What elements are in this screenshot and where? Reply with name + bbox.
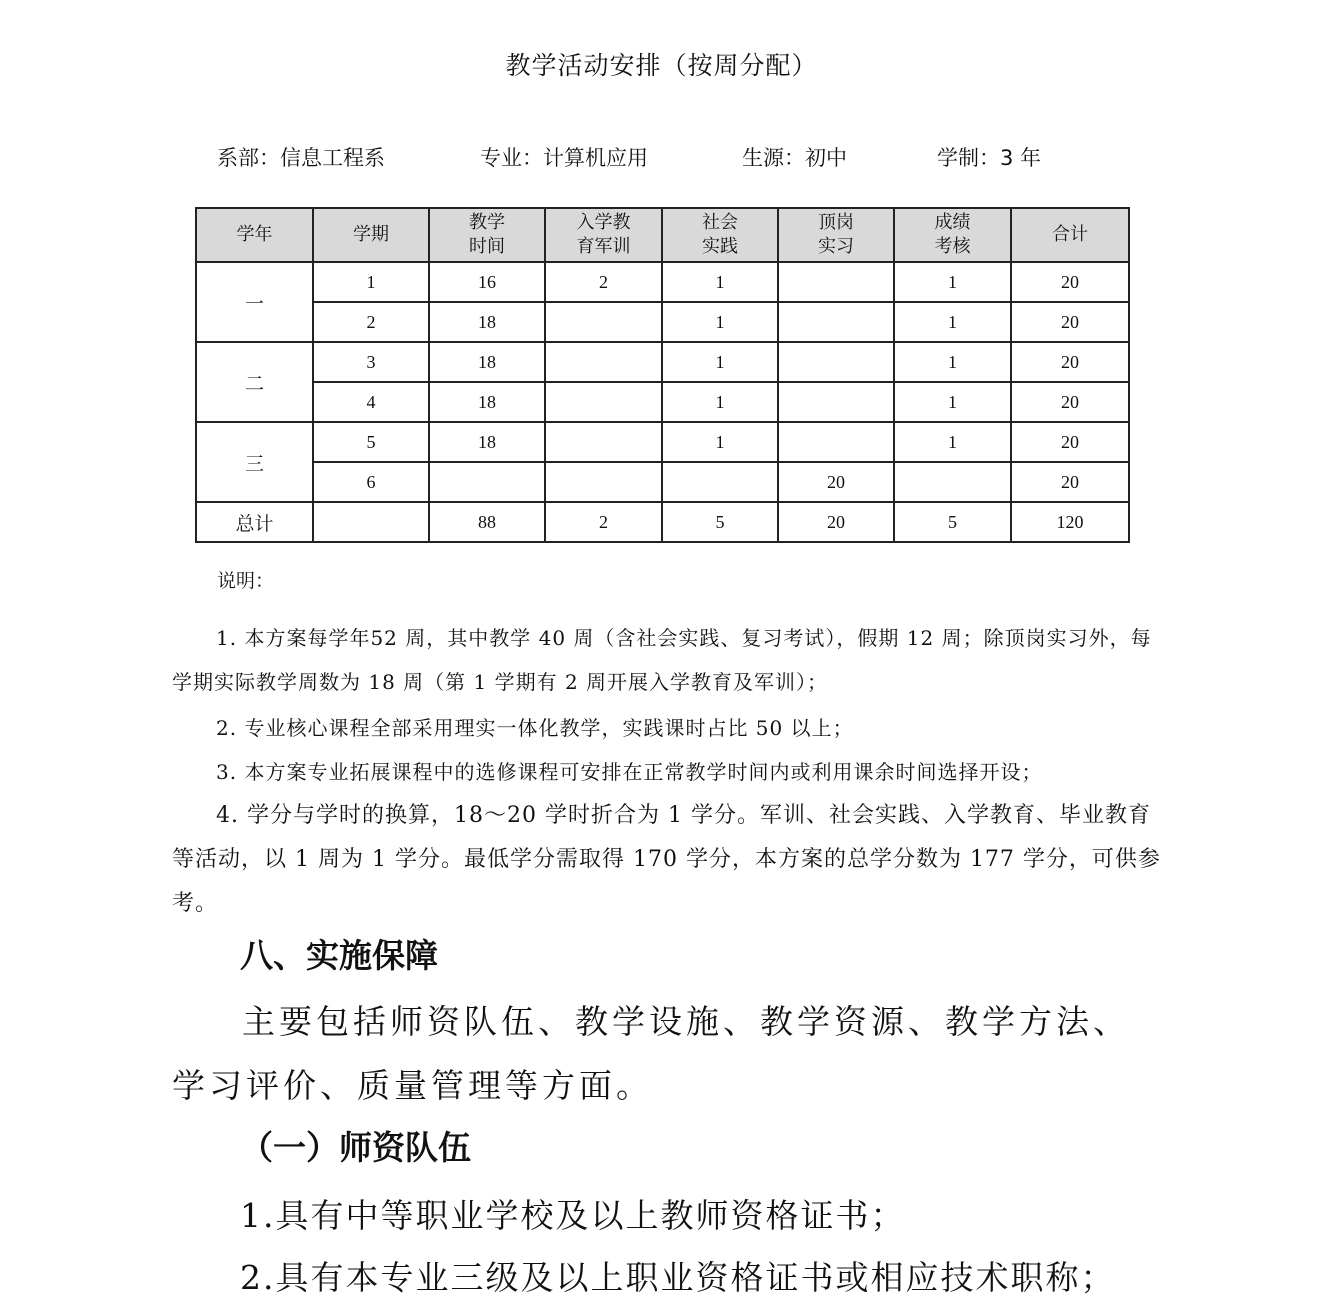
- note-2: 2. 专业核心课程全部采用理实一体化教学，实践课时占比 50 以上；: [216, 716, 854, 740]
- meta-duration: 学制：3 年: [937, 146, 1042, 170]
- table-total-row: [196, 502, 1129, 542]
- table-cell: [313, 502, 429, 542]
- table-row: [196, 342, 1129, 382]
- subsection-heading: （一）师资队伍: [240, 1128, 471, 1167]
- table-cell: 20: [1011, 302, 1129, 342]
- table-cell: 1: [662, 422, 778, 462]
- table-cell: 2: [545, 262, 662, 302]
- table-cell: 20: [1011, 462, 1129, 502]
- table-cell: 18: [429, 302, 545, 342]
- table-cell: 20: [1011, 342, 1129, 382]
- note-3: 3. 本方案专业拓展课程中的选修课程可安排在正常教学时间内或利用课余时间选择开设；: [216, 760, 1043, 784]
- table-cell: [545, 462, 662, 502]
- table-cell: 18: [429, 422, 545, 462]
- requirement-item: 1.具有中等职业学校及以上教师资格证书；: [240, 1196, 906, 1235]
- header-cell: 学年: [196, 208, 313, 262]
- table-cell: 1: [894, 382, 1011, 422]
- year-cell: 三: [196, 422, 313, 502]
- total-label: 总计: [196, 502, 313, 542]
- table-header-row: [196, 208, 1129, 262]
- table-cell: 1: [662, 302, 778, 342]
- table-cell: 120: [1011, 502, 1129, 542]
- table-cell: 88: [429, 502, 545, 542]
- table-cell: [545, 302, 662, 342]
- table-cell: [778, 342, 894, 382]
- table-cell: [545, 382, 662, 422]
- year-cell: 二: [196, 342, 313, 422]
- table-row: [196, 462, 1129, 502]
- table-row: [196, 382, 1129, 422]
- table-row: [196, 262, 1129, 302]
- table-cell: [778, 422, 894, 462]
- page-title: 教学活动安排（按周分配）: [505, 51, 818, 80]
- table-cell: [778, 262, 894, 302]
- section-heading: 八、实施保障: [240, 936, 438, 975]
- header-cell: 社会 实践: [662, 208, 778, 262]
- header-cell: 学期: [313, 208, 429, 262]
- table-cell: 20: [1011, 382, 1129, 422]
- table-cell: 3: [313, 342, 429, 382]
- table-row: [196, 422, 1129, 462]
- table-cell: 2: [313, 302, 429, 342]
- table-cell: 20: [778, 462, 894, 502]
- note-1: 1. 本方案每学年52 周，其中教学 40 周（含社会实践、复习考试），假期 12 周；除顶岗实习外，每学期实际教学周数为 18 周（第 1 学期有 2 周开展入学教育及军训）；: [172, 626, 1152, 694]
- header-cell: 教学 时间: [429, 208, 545, 262]
- table-cell: 18: [429, 342, 545, 382]
- meta-dept: 系部：信息工程系: [217, 146, 385, 170]
- note-4: 4. 学分与学时的换算，18～20 学时折合为 1 学分。军训、社会实践、入学教育、毕业教育等活动，以 1 周为 1 学分。最低学分需取得 170 学分，本方案的总学分数为 177 学分，可供参考。: [172, 803, 1161, 916]
- table-cell: 1: [894, 422, 1011, 462]
- table-cell: 2: [545, 502, 662, 542]
- section-intro: 主要包括师资队伍、教学设施、教学资源、教学方法、学习评价、质量管理等方面。: [172, 1002, 1130, 1105]
- requirement-item: 2.具有本专业三级及以上职业资格证书或相应技术职称；: [240, 1258, 1116, 1297]
- table-cell: 18: [429, 382, 545, 422]
- table-cell: 1: [894, 262, 1011, 302]
- table-row: [196, 302, 1129, 342]
- table-cell: [778, 382, 894, 422]
- meta-major: 专业：计算机应用: [480, 146, 648, 170]
- table-cell: 20: [1011, 422, 1129, 462]
- header-cell: 成绩 考核: [894, 208, 1011, 262]
- table-cell: [545, 342, 662, 382]
- table-cell: [778, 302, 894, 342]
- table-cell: 1: [662, 342, 778, 382]
- meta-row: [0, 142, 1323, 172]
- table-cell: 1: [662, 262, 778, 302]
- meta-source: 生源：初中: [742, 146, 847, 170]
- header-cell: 合计: [1011, 208, 1129, 262]
- year-cell: 一: [196, 262, 313, 342]
- table-cell: 5: [313, 422, 429, 462]
- table-cell: 1: [894, 302, 1011, 342]
- table-cell: 5: [894, 502, 1011, 542]
- table-cell: 16: [429, 262, 545, 302]
- table-cell: [894, 462, 1011, 502]
- table-cell: 1: [894, 342, 1011, 382]
- table-cell: 1: [662, 382, 778, 422]
- table-cell: [429, 462, 545, 502]
- table-cell: 6: [313, 462, 429, 502]
- header-cell: 顶岗 实习: [778, 208, 894, 262]
- schedule-table: [195, 207, 1130, 543]
- table-cell: 4: [313, 382, 429, 422]
- table-cell: 1: [313, 262, 429, 302]
- table-cell: 20: [1011, 262, 1129, 302]
- table-cell: 5: [662, 502, 778, 542]
- table-cell: 20: [778, 502, 894, 542]
- notes-heading: 说明：: [217, 570, 275, 592]
- header-cell: 入学教 育军训: [545, 208, 662, 262]
- table-cell: [662, 462, 778, 502]
- table-cell: [545, 422, 662, 462]
